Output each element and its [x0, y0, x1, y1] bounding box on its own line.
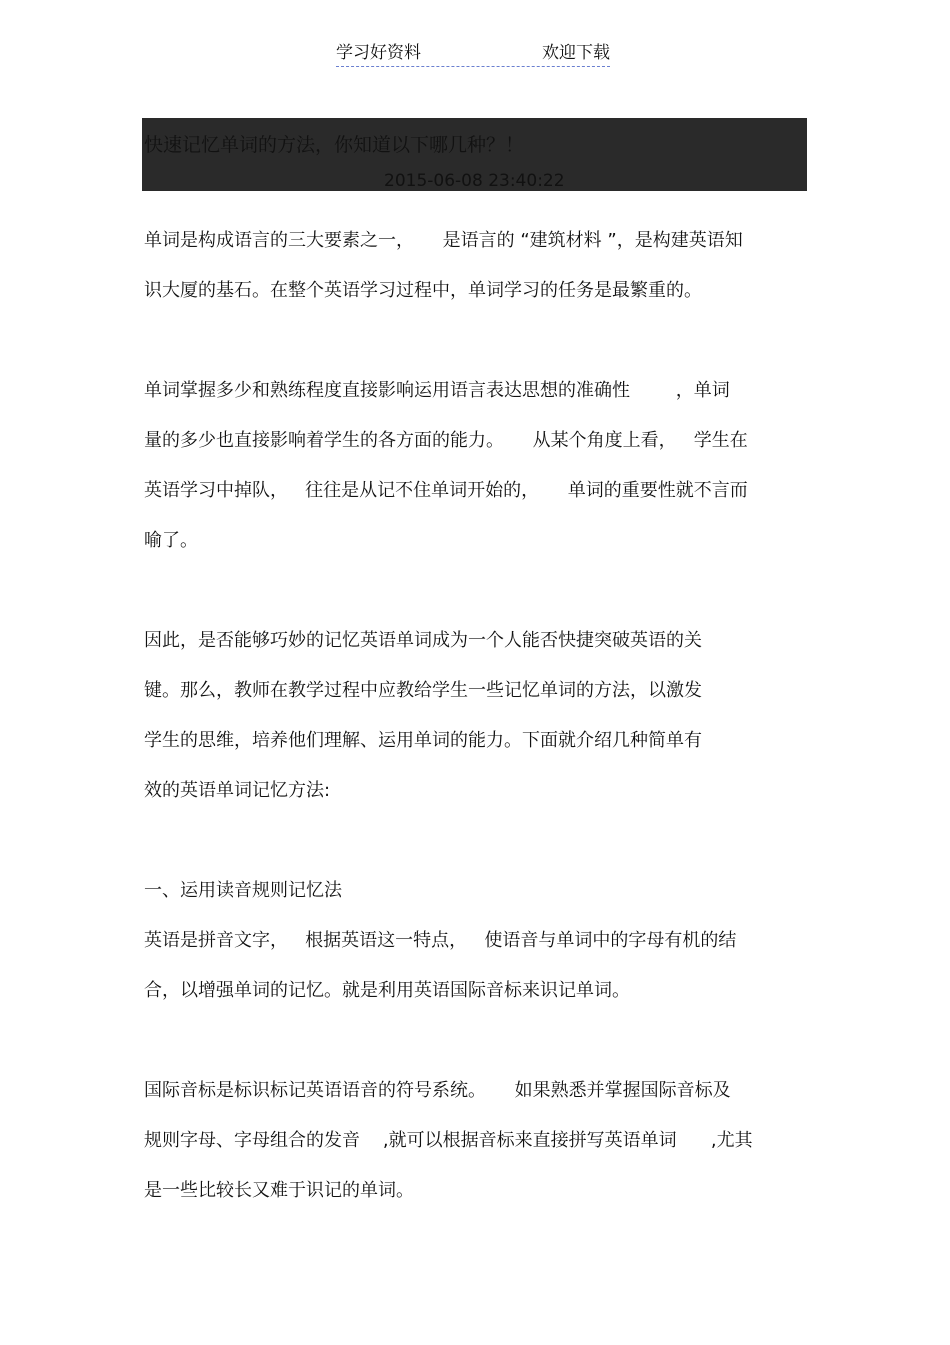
article-title-bar — [142, 118, 807, 191]
section-heading: 一、运用读音规则记忆法 — [144, 880, 342, 901]
paragraph-line: 量的多少也直接影响着学生的各方面的能力。 从某个角度上看， 学生在 — [144, 430, 748, 451]
article-date: 2015-06-08 23:40:22 — [384, 171, 565, 191]
paragraph-line: 规则字母、字母组合的发音 ,就可以根据音标来直接拼写英语单词 ,尤其 — [144, 1130, 753, 1151]
paragraph-line: 是一些比较长又难于识记的单词。 — [144, 1180, 414, 1201]
paragraph-line: 英语是拼音文字， 根据英语这一特点， 使语音与单词中的字母有机的结 — [144, 930, 737, 951]
paragraph-line: 单词掌握多少和熟练程度直接影响运用语言表达思想的准确性 ，单词 — [144, 380, 730, 401]
paragraph-line: 因此，是否能够巧妙的记忆英语单词成为一个人能否快捷突破英语的关 — [144, 630, 702, 651]
paragraph-line: 效的英语单词记忆方法: — [144, 780, 331, 801]
paragraph-line: 学生的思维，培养他们理解、运用单词的能力。下面就介绍几种简单有 — [144, 730, 702, 751]
paragraph-line: 合，以增强单词的记忆。就是利用英语国际音标来识记单词。 — [144, 980, 630, 1001]
paragraph-line: 英语学习中掉队， 往往是从记不住单词开始的， 单词的重要性就不言而 — [144, 480, 748, 501]
header-right-text: 欢迎下载 — [542, 43, 610, 63]
paragraph-line: 国际音标是标识标记英语语音的符号系统。 如果熟悉并掌握国际音标及 — [144, 1080, 731, 1101]
paragraph-line: 键。那么，教师在教学过程中应教给学生一些记忆单词的方法，以激发 — [144, 680, 702, 701]
page-header — [336, 40, 610, 67]
paragraph-line: 喻了。 — [144, 530, 198, 551]
header-left-text: 学习好资料 — [336, 43, 421, 63]
paragraph-line: 单词是构成语言的三大要素之一， 是语言的 “建筑材料 ”，是构建英语知 — [144, 230, 743, 251]
paragraph-line: 识大厦的基石。在整个英语学习过程中，单词学习的任务是最繁重的。 — [144, 280, 702, 301]
article-title: 快速记忆单词的方法，你知道以下哪几种？！ — [144, 134, 525, 156]
